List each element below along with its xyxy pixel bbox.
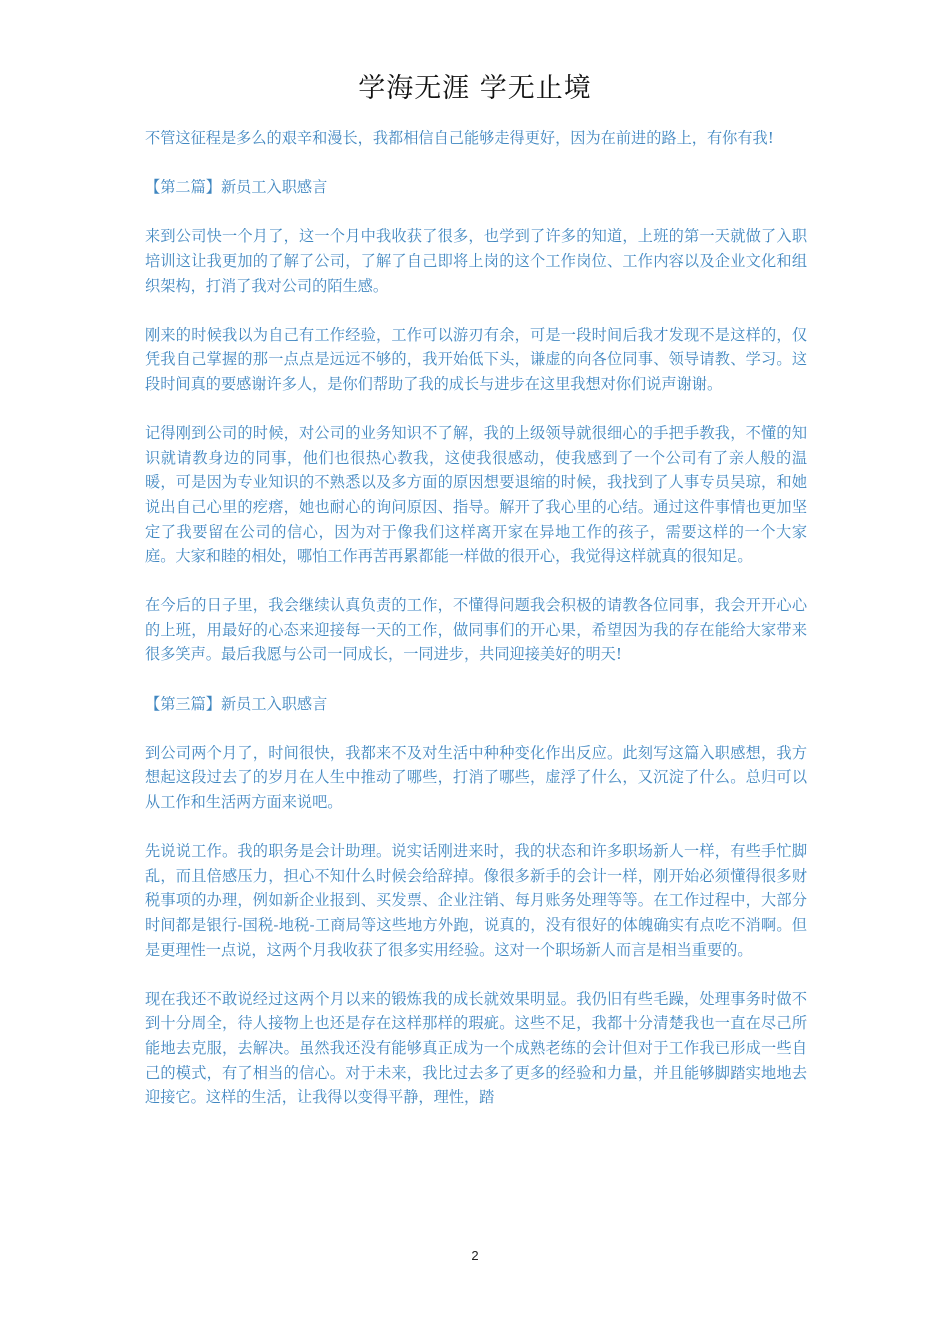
paragraph-closing-line: 不管这征程是多么的艰辛和漫长，我都相信自己能够走得更好，因为在前进的路上，有你有我! xyxy=(145,129,774,147)
paragraph: 现在我还不敢说经过这两个月以来的锻炼我的成长就效果明显。我仍旧有些毛躁，处理事务时做不到十分周全，待人接物上也还是存在这样那样的瑕疵。这些不足，我都十分清楚我也一直在尽己所能地去克服，去解决。虽然我还没有能够真正成为一个成熟老练的会计但对于工作我已形成一些自己的模式，有了相当的信心。对于未来，我比过去多了更多的经验和力量，并且能够脚踏实地地去迎接它。这样的生活，让我得以变得平静，理性，踏 xyxy=(145,989,807,1107)
paragraph: 刚来的时候我以为自己有工作经验，工作可以游刃有余，可是一段时间后我才发现不是这样的，仅凭我自己掌握的那一点点是远远不够的，我开始低下头，谦虚的向各位同事、领导请教、学习。这段时间真的要感谢许多人，是你们帮助了我的成长与进步在这里我想对你们说声谢谢。 xyxy=(145,325,807,393)
paragraph: 到公司两个月了，时间很快，我都来不及对生活中种种变化作出反应。此刻写这篇入职感想，我方想起这段过去了的岁月在人生中推动了哪些，打消了哪些，虚浮了什么，又沉淀了什么。总归可以从工作和生活两方面来说吧。 xyxy=(145,743,807,812)
paragraph: 来到公司快一个月了，这一个月中我收获了很多，也学到了许多的知道，上班的第一天就做了入职培训这让我更加的了解了公司，了解了自己即将上岗的这个工作岗位、工作内容以及企业文化和组织架构，打消了我对公司的陌生感。 xyxy=(145,227,807,295)
paragraph: 先说说工作。我的职务是会计助理。说实话刚进来时，我的状态和许多职场新人一样，有些手忙脚乱，而且倍感压力，担心不知什么时候会给辞掉。像很多新手的会计一样，刚开始必须懂得很多财税事项的办理，例如新企业报到、买发票、企业注销、每月账务处理等等。在工作过程中，大部分时间都是银行-国税-地税-工商局等这些地方外跑，说真的，没有很好的体魄确实有点吃不消啊。但是更理性一点说，这两个月我收获了很多实用经验。这对一个职场新人而言是相当重要的。 xyxy=(145,842,807,959)
paragraph: 在今后的日子里，我会继续认真负责的工作，不懂得问题我会积极的请教各位同事，我会开开心心的上班，用最好的心态来迎接每一天的工作，做同事们的开心果，希望因为我的存在能给大家带来很多笑声。最后我愿与公司一同成长，一同进步，共同迎接美好的明天! xyxy=(145,596,807,664)
section-heading-2: 【第二篇】新员工入职感言 xyxy=(145,178,328,197)
page-header-title: 学海无涯 学无止境 xyxy=(358,73,592,104)
document-body xyxy=(145,126,807,1134)
page-number: 2 xyxy=(471,1248,479,1263)
section-heading-3: 【第三篇】新员工入职感言 xyxy=(145,694,328,713)
paragraph: 记得刚到公司的时候，对公司的业务知识不了解，我的上级领导就很细心的手把手教我，不懂的知识就请教身边的同事，他们也很热心教我，这使我很感动，使我感到了一个公司有了亲人般的温暖，可是因为专业知识的不熟悉以及多方面的原因想要退缩的时候，我找到了人事专员吴琼，和她说出自己心里的疙瘩，她也耐心的询问原因、指导。解开了我心里的心结。通过这件事情也更加坚定了我要留在公司的信心，因为对于像我们这样离开家在异地工作的孩子，需要这样的一个大家庭。大家和睦的相处，哪怕工作再苦再累都能一样做的很开心，我觉得这样就真的很知足。 xyxy=(145,424,807,566)
